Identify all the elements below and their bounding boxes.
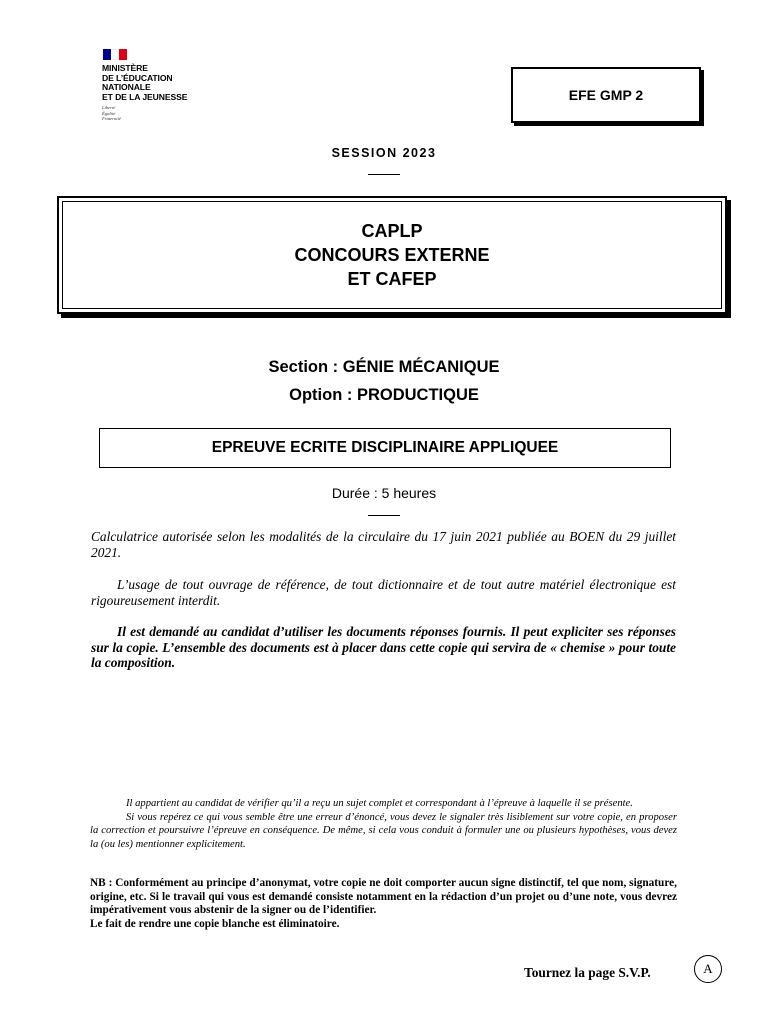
ministry-line-1: MINISTÈRE bbox=[102, 63, 148, 73]
title-inner-box bbox=[62, 201, 722, 309]
ministry-line-3: NATIONALE bbox=[102, 82, 151, 93]
title-line-3: ET CAFEP bbox=[347, 269, 437, 289]
exam-code-box bbox=[511, 67, 701, 123]
nb-notice bbox=[90, 877, 677, 932]
notice-paragraph-2: Si vous repérez ce qui vous semble être une erreur d’énoncé, vous devez le signaler très lisiblement sur votre copie, en proposer la correction et poursuivre l’épreuve en conséquence. De même, si cela vous conduit à formuler une ou plusieurs hypothèses, vous devez la (ou les) mentionner explicitement. bbox=[90, 811, 677, 851]
session-label: SESSION 2023 bbox=[331, 146, 437, 160]
option-title: Option : PRODUCTIQUE bbox=[289, 386, 479, 404]
ministry-line-4: ET DE LA JEUNESSE bbox=[102, 91, 188, 102]
notice-paragraph-1: Il appartient au candidat de vérifier qu’il a reçu un sujet complet et correspondant à l’épreuve à laquelle il se présente. bbox=[126, 798, 633, 809]
usage-note: L’usage de tout ouvrage de référence, de tout dictionnaire et de tout autre matériel électronique est rigoureusement interdit. bbox=[91, 577, 676, 608]
ministry-name bbox=[102, 64, 194, 102]
motto-liberte: Liberté bbox=[102, 105, 116, 111]
calculator-note: Calculatrice autorisée selon les modalités de la circulaire du 17 juin 2021 publiée au BOEN du 29 juillet 2021. bbox=[91, 529, 676, 560]
nb-paragraph-2: Le fait de rendre une copie blanche est éliminatoire. bbox=[90, 918, 340, 931]
documents-instruction: Il est demandé au candidat d’utiliser les documents réponses fournis. Il peut expliciter ses réponses sur la copie. L’ensemble des documents est à placer dans cette copie qui servira de « chemise » pour toute la composition. bbox=[91, 624, 676, 671]
divider bbox=[368, 515, 400, 516]
french-flag-icon bbox=[103, 49, 127, 60]
motto-egalite: Égalité bbox=[102, 110, 116, 116]
divider bbox=[368, 174, 400, 175]
title-line-2: CONCOURS EXTERNE bbox=[294, 245, 490, 265]
turn-page-note: Tournez la page S.V.P. bbox=[524, 965, 651, 980]
nb-paragraph-1: NB : Conformément au principe d’anonymat, votre copie ne doit comporter aucun signe distinctif, tel que nom, signature, origine, etc. Si le travail qui vous est demandé consiste notamment en la rédaction d’un projet ou d’une note, vous devrez impérativement vous abstenir de la signer ou de l’identifier. bbox=[90, 877, 677, 917]
republic-motto bbox=[102, 105, 194, 121]
section-title: Section : GÉNIE MÉCANIQUE bbox=[268, 358, 500, 376]
page-letter: A bbox=[703, 961, 713, 976]
motto-fraternite: Fraternité bbox=[102, 115, 121, 121]
title-line-1: CAPLP bbox=[361, 221, 423, 241]
candidate-notice bbox=[90, 797, 677, 852]
epreuve-title: EPREUVE ECRITE DISCIPLINAIRE APPLIQUEE bbox=[211, 439, 559, 456]
title-box bbox=[57, 196, 727, 314]
page-letter-badge bbox=[694, 955, 722, 983]
duration: Durée : 5 heures bbox=[331, 485, 437, 501]
ministry-line-2: DE L’ÉDUCATION bbox=[102, 72, 173, 83]
ministry-logo bbox=[102, 49, 194, 121]
exam-code: EFE GMP 2 bbox=[568, 87, 644, 103]
epreuve-box bbox=[99, 428, 671, 468]
